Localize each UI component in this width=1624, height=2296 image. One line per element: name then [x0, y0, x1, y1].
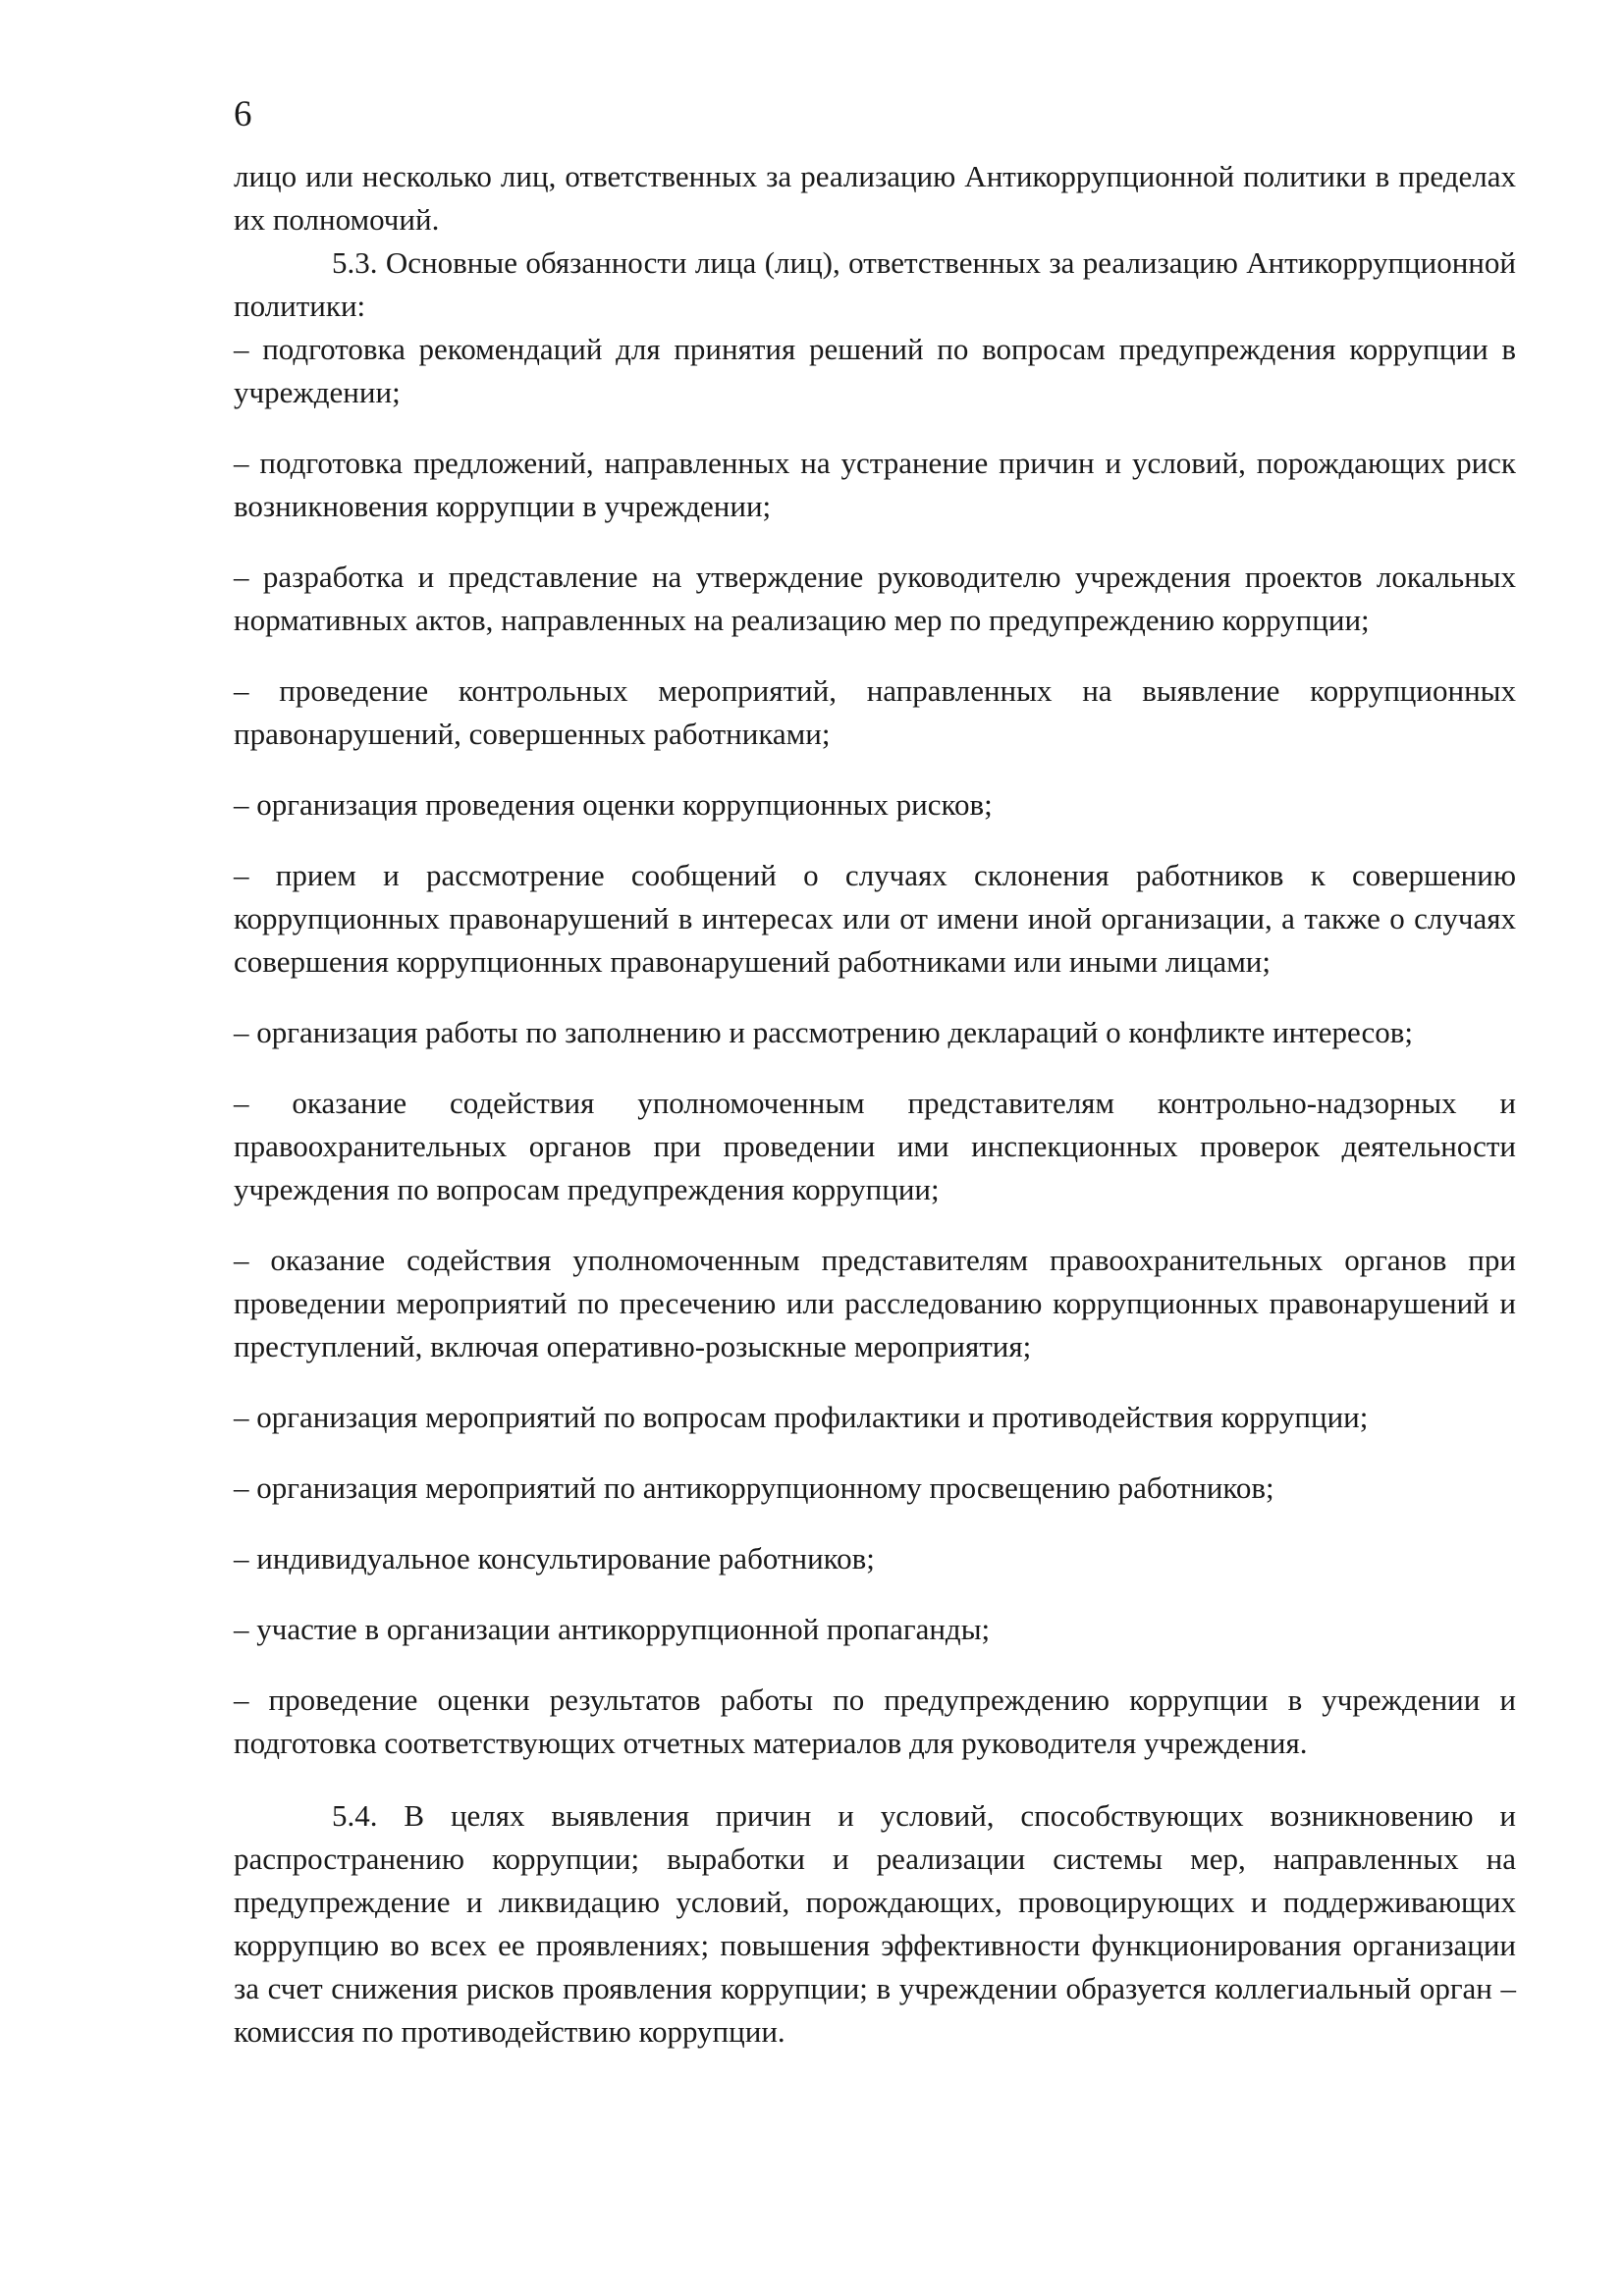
- duty-item: – оказание содействия уполномоченным представителям контрольно-надзорных и правоохранительных органов при проведении ими инспекционных проверок деятельности учреждения по вопросам предупреждения коррупции;: [234, 1086, 1516, 1206]
- duty-item: – подготовка предложений, направленных на устранение причин и условий, порождающих риск возникновения коррупции в учреждении;: [234, 446, 1516, 523]
- page-number: 6: [234, 94, 252, 134]
- duty-item: – участие в организации антикоррупционной пропаганды;: [234, 1612, 991, 1646]
- duty-item: – индивидуальное консультирование работников;: [234, 1541, 875, 1575]
- duty-item: – подготовка рекомендаций для принятия решений по вопросам предупреждения коррупции в учреждении;: [234, 332, 1516, 409]
- document-body: [234, 155, 1516, 2054]
- section-5-3-paragraph: 5.3. Основные обязанности лица (лиц), ответственных за реализацию Антикоррупционной политики:: [234, 245, 1516, 323]
- duty-item: – организация мероприятий по антикоррупционному просвещению работников;: [234, 1470, 1274, 1505]
- duty-item: – организация проведения оценки коррупционных рисков;: [234, 787, 993, 822]
- duty-item: – оказание содействия уполномоченным представителям правоохранительных органов при проведении мероприятий по пресечению или расследованию коррупционных правонарушений и преступлений, включая оперативно-розыскные мероприятия;: [234, 1243, 1516, 1363]
- duty-item: – организация мероприятий по вопросам профилактики и противодействия коррупции;: [234, 1400, 1369, 1434]
- duty-item: – проведение контрольных мероприятий, направленных на выявление коррупционных правонарушений, совершенных работниками;: [234, 673, 1516, 751]
- duty-item: – разработка и представление на утверждение руководителю учреждения проектов локальных нормативных актов, направленных на реализацию мер по предупреждению коррупции;: [234, 560, 1516, 637]
- duty-item: – прием и рассмотрение сообщений о случаях склонения работников к совершению коррупционных правонарушений в интересах или от имени иной организации, а также о случаях совершения коррупционных правонарушений работниками или иными лицами;: [234, 858, 1516, 979]
- duty-item: – проведение оценки результатов работы по предупреждению коррупции в учреждении и подготовка соответствующих отчетных материалов для руководителя учреждения.: [234, 1682, 1516, 1760]
- section-5-4-paragraph: 5.4. В целях выявления причин и условий, способствующих возникновению и распространению коррупции; выработки и реализации системы мер, направленных на предупреждение и ликвидацию условий, порождающих, провоцирующих и поддерживающих коррупцию во всех ее проявлениях; повышения эффективности функционирования организации за счет снижения рисков проявления коррупции; в учреждении образуется коллегиальный орган – комиссия по противодействию коррупции.: [234, 1798, 1516, 2049]
- duty-item: – организация работы по заполнению и рассмотрению деклараций о конфликте интересов;: [234, 1015, 1414, 1049]
- continued-paragraph: лицо или несколько лиц, ответственных за реализацию Антикоррупционной политики в пределах их полномочий.: [234, 159, 1516, 237]
